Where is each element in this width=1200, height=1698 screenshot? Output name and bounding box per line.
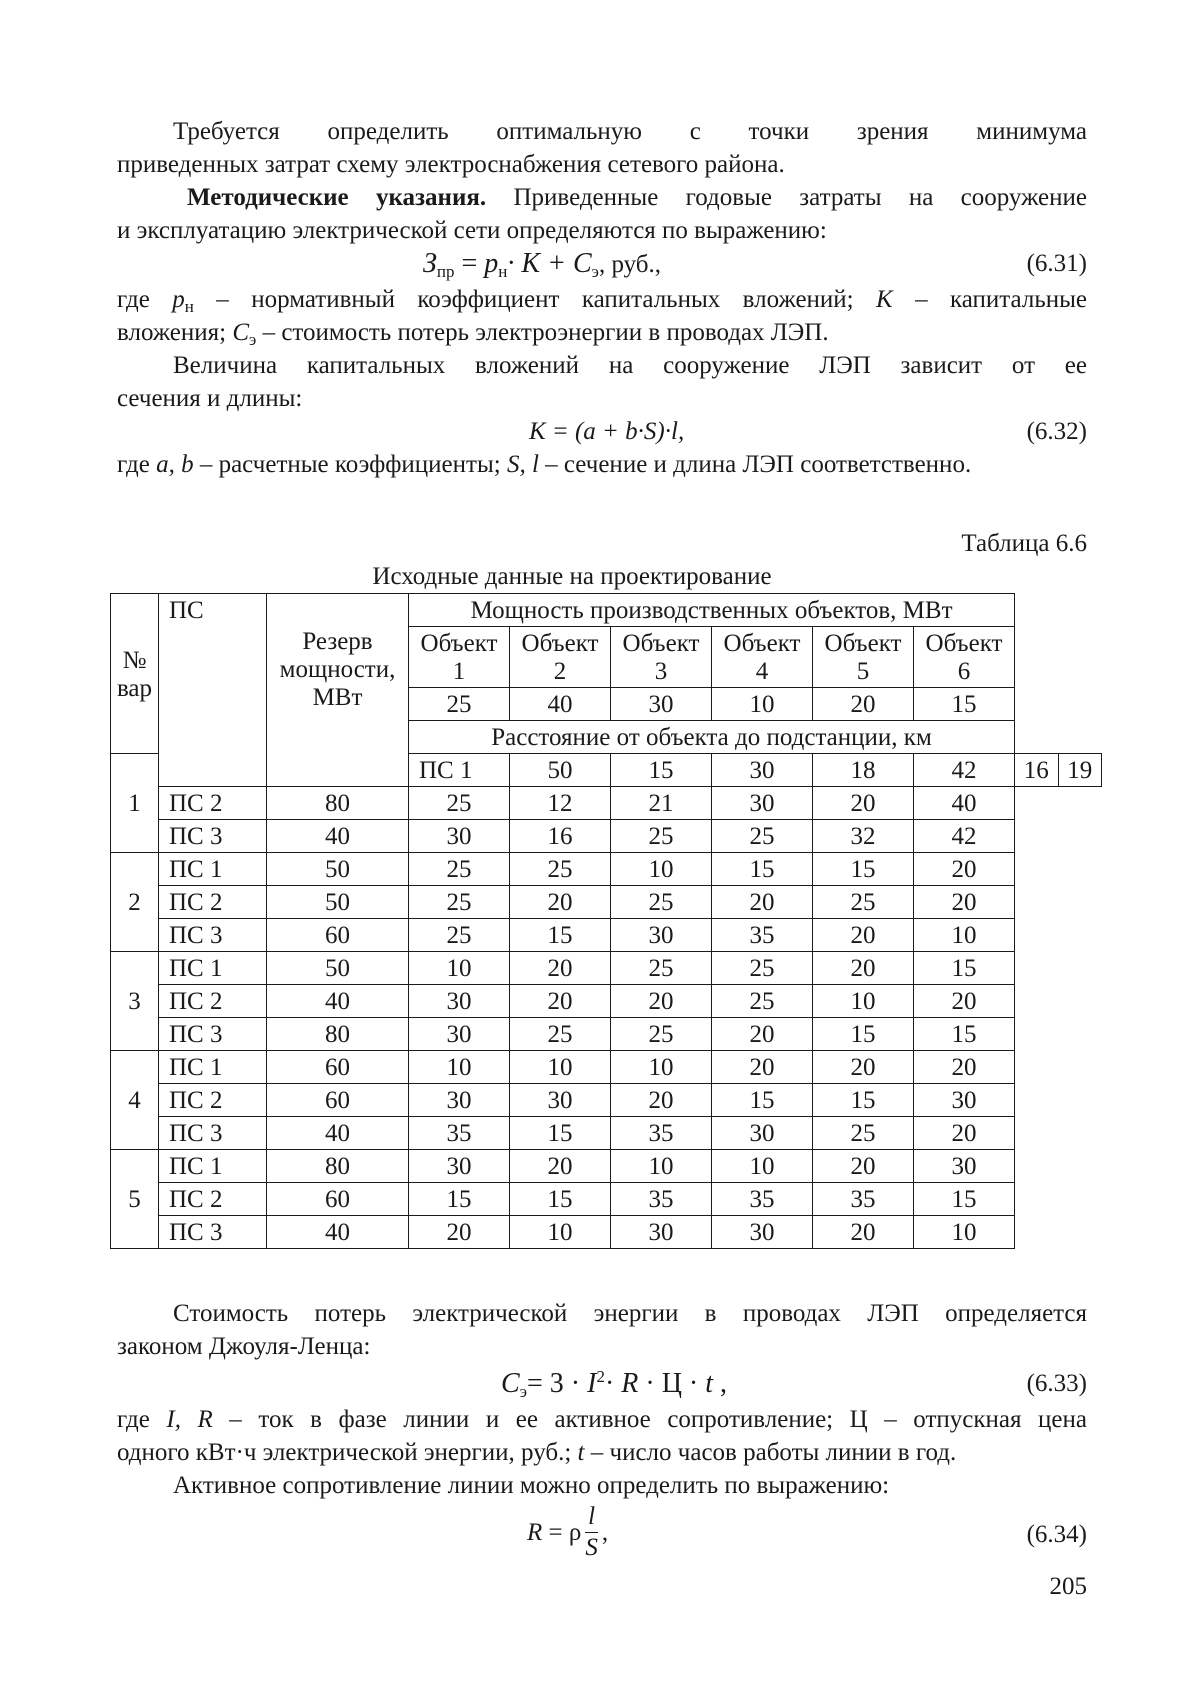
substation-cell: ПС 2 [159,787,267,820]
object-power: 30 [611,688,712,721]
distance-cell: 30 [409,985,510,1018]
equation-number: (6.31) [1026,250,1087,277]
variant-number: 3 [111,952,159,1051]
equation-6-32: К = (a + b·S)·l, (6.32) [117,415,1087,448]
reserve-cell: 40 [267,1117,409,1150]
method-line-2: и эксплуатацию электрической сети определяются по выражению: [117,217,827,244]
distance-cell: 10 [914,919,1015,952]
method-line-1: Методические указания. Приведенные годовые затраты на сооружение [187,184,1087,211]
table-row [111,985,1102,1018]
table-row [111,820,1102,853]
distance-cell: 15 [510,1183,611,1216]
distance-cell: 15 [914,952,1015,985]
distance-cell: 15 [813,1084,914,1117]
distance-cell: 30 [914,1084,1015,1117]
distance-cell: 20 [409,1216,510,1249]
object-power: 25 [409,688,510,721]
reserve-cell: 50 [267,853,409,886]
distance-cell: 20 [914,985,1015,1018]
distance-cell: 12 [510,787,611,820]
reserve-cell: 80 [267,1150,409,1183]
distance-cell: 25 [712,985,813,1018]
reserve-cell: 50 [267,952,409,985]
distance-cell: 25 [712,952,813,985]
losses-line-2: законом Джоуля-Ленца: [117,1333,371,1360]
distance-cell: 15 [510,1117,611,1150]
losses-line-1: Стоимость потерь электрической энергии в проводах ЛЭП определяется [173,1300,1087,1327]
distance-cell: 10 [510,1051,611,1084]
table-caption: Исходные данные на проектирование [372,563,772,590]
distance-cell: 15 [813,853,914,886]
distance-cell: 20 [914,886,1015,919]
table-label: Таблица 6.6 [961,530,1087,557]
page-number: 205 [1049,1573,1087,1600]
reserve-cell: 80 [267,1018,409,1051]
distance-cell: 30 [611,919,712,952]
distance-cell: 30 [409,1150,510,1183]
object-header: Объект 2 [510,627,611,688]
substation-cell: ПС 1 [159,853,267,886]
equation-6-31: $З_{пр} = p_н\cdot K + C_э$, руб., (6.31) [423,248,1087,281]
distance-cell: 30 [409,820,510,853]
distance-cell: 25 [813,886,914,919]
variant-number: 1 [111,754,159,853]
distance-cell: 10 [611,1150,712,1183]
reserve-cell: 60 [267,1183,409,1216]
substation-cell: ПС 3 [159,820,267,853]
object-header: Объект 3 [611,627,712,688]
substation-cell: ПС 2 [159,886,267,919]
table-row [111,1183,1102,1216]
distance-cell: 42 [914,820,1015,853]
distance-cell: 10 [914,1216,1015,1249]
distance-cell: 20 [510,985,611,1018]
reserve-cell: 40 [267,1216,409,1249]
reserve-cell: 60 [267,919,409,952]
distance-cell: 15 [914,1018,1015,1051]
distance-cell: 35 [712,1183,813,1216]
distance-cell: 40 [914,787,1015,820]
distance-cell: 20 [914,1051,1015,1084]
intro-line-1: Требуется определить оптимальную с точки зрения минимума [173,118,1087,145]
resist-line: Активное сопротивление линии можно определить по выражению: [173,1472,890,1499]
object-header: Объект 4 [712,627,813,688]
distance-cell: 32 [813,820,914,853]
distance-cell: 30 [712,1216,813,1249]
distance-cell: 20 [813,1216,914,1249]
distance-cell: 42 [914,754,1015,787]
distance-cell: 20 [813,952,914,985]
page-content [116,115,1093,1603]
equation-6-33: $C_э= 3 \cdot I^2\cdot R \cdot Ц \cdot t$ , (6.33) [501,1367,1087,1401]
distance-cell: 21 [611,787,712,820]
distance-cell: 35 [611,1117,712,1150]
substation-cell: ПС 2 [159,1183,267,1216]
capital-line-2: сечения и длины: [117,385,303,412]
distance-cell: 35 [611,1183,712,1216]
object-header: Объект 5 [813,627,914,688]
substation-cell: ПС 3 [159,1018,267,1051]
object-power: 10 [712,688,813,721]
reserve-cell: 50 [510,754,611,787]
distance-cell: 35 [712,919,813,952]
table-row [111,919,1102,952]
table-row [111,1216,1102,1249]
object-power: 15 [914,688,1015,721]
distance-cell: 20 [914,1117,1015,1150]
table-row [111,1051,1102,1084]
distance-cell: 30 [712,1117,813,1150]
substation-cell: ПС 1 [409,754,510,787]
where-6-31-line-1: где $p_н$ – нормативный коэффициент капитальных вложений; К – капитальные [117,286,1087,316]
equation-6-34: R = ρ $\frac{l}{S}$ , (6.34) [527,1503,1087,1561]
substation-cell: ПС 1 [159,1051,267,1084]
equation-number: (6.34) [1026,1521,1087,1548]
distance-cell: 30 [914,1150,1015,1183]
substation-cell: ПС 2 [159,1084,267,1117]
distance-cell: 25 [611,820,712,853]
distance-cell: 15 [611,754,712,787]
fraction: $\frac{l}{S}$ [585,1503,598,1561]
data-table [110,593,1102,1249]
distance-cell: 20 [813,1150,914,1183]
distance-cell: 25 [611,1018,712,1051]
table-row [111,853,1102,886]
distance-cell: 20 [611,985,712,1018]
distance-cell: 20 [914,853,1015,886]
distance-cell: 30 [510,1084,611,1117]
distance-cell: 25 [409,886,510,919]
distance-cell: 20 [712,886,813,919]
distance-cell: 25 [409,853,510,886]
distance-cell: 25 [611,886,712,919]
distance-cell: 20 [712,1018,813,1051]
object-power: 40 [510,688,611,721]
distance-cell: 15 [813,1018,914,1051]
header-distance: Расстояние от объекта до подстанции, км [409,721,1015,754]
object-header: Объект 1 [409,627,510,688]
table-row [111,1117,1102,1150]
reserve-cell: 40 [267,820,409,853]
reserve-cell: 40 [267,985,409,1018]
distance-cell: 25 [409,787,510,820]
distance-cell: 20 [813,787,914,820]
distance-cell: 15 [712,1084,813,1117]
reserve-cell: 50 [267,886,409,919]
distance-cell: 35 [409,1117,510,1150]
variant-number: 2 [111,853,159,952]
distance-cell: 10 [611,1051,712,1084]
where-6-32: где a, b – расчетные коэффициенты; S, l – сечение и длина ЛЭП соответственно. [117,451,972,478]
distance-cell: 25 [611,952,712,985]
distance-cell: 16 [1015,754,1059,787]
header-reserve: Резерв мощности, МВт [267,594,409,787]
distance-cell: 20 [712,1051,813,1084]
distance-cell: 10 [611,853,712,886]
table-row [111,886,1102,919]
distance-cell: 15 [409,1183,510,1216]
distance-cell: 30 [712,787,813,820]
equation-number: (6.32) [1026,418,1087,445]
table-header-row [111,594,1102,627]
distance-cell: 10 [712,1150,813,1183]
distance-cell: 35 [813,1183,914,1216]
distance-cell: 20 [813,919,914,952]
distance-cell: 30 [611,1216,712,1249]
variant-number: 5 [111,1150,159,1249]
distance-cell: 20 [510,952,611,985]
reserve-cell: 80 [267,787,409,820]
distance-cell: 20 [813,1051,914,1084]
intro-line-2: приведенных затрат схему электроснабжения сетевого района. [117,151,785,178]
substation-cell: ПС 1 [159,952,267,985]
substation-cell: ПС 2 [159,985,267,1018]
method-heading: Методические указания. [187,184,487,211]
table-row [111,1150,1102,1183]
distance-cell: 10 [409,952,510,985]
distance-cell: 25 [712,820,813,853]
header-power: Мощность производственных объектов, МВт [409,594,1015,627]
substation-cell: ПС 3 [159,1216,267,1249]
table-row [111,1018,1102,1051]
table-row [111,787,1102,820]
distance-cell: 15 [712,853,813,886]
where-6-31-line-2: вложения; $С_э$ – стоимость потерь электроэнергии в проводах ЛЭП. [117,319,829,349]
distance-cell: 20 [510,886,611,919]
distance-cell: 20 [611,1084,712,1117]
distance-cell: 30 [409,1084,510,1117]
distance-cell: 25 [813,1117,914,1150]
distance-cell: 25 [510,1018,611,1051]
distance-cell: 10 [409,1051,510,1084]
capital-line-1: Величина капитальных вложений на сооружение ЛЭП зависит от ее [173,352,1087,379]
where-6-33-line-1: где I, R – ток в фазе линии и ее активное сопротивление; Ц – отпускная цена [117,1406,1087,1433]
distance-cell: 10 [510,1216,611,1249]
substation-cell: ПС 3 [159,1117,267,1150]
distance-cell: 16 [510,820,611,853]
distance-cell: 10 [813,985,914,1018]
header-ps: ПС [159,594,267,787]
table-row [111,952,1102,985]
distance-cell: 19 [1058,754,1102,787]
distance-cell: 15 [510,919,611,952]
reserve-cell: 60 [267,1051,409,1084]
distance-cell: 18 [813,754,914,787]
table-row [111,1084,1102,1117]
header-variant: № вар [111,594,159,754]
reserve-cell: 60 [267,1084,409,1117]
equation-number: (6.33) [1026,1370,1087,1397]
substation-cell: ПС 3 [159,919,267,952]
object-power: 20 [813,688,914,721]
where-6-33-line-2: одного кВт·ч электрической энергии, руб.; t – число часов работы линии в год. [117,1439,957,1466]
object-header: Объект 6 [914,627,1015,688]
distance-cell: 30 [409,1018,510,1051]
distance-cell: 25 [510,853,611,886]
distance-cell: 30 [712,754,813,787]
distance-cell: 25 [409,919,510,952]
distance-cell: 20 [510,1150,611,1183]
variant-number: 4 [111,1051,159,1150]
distance-cell: 15 [914,1183,1015,1216]
substation-cell: ПС 1 [159,1150,267,1183]
